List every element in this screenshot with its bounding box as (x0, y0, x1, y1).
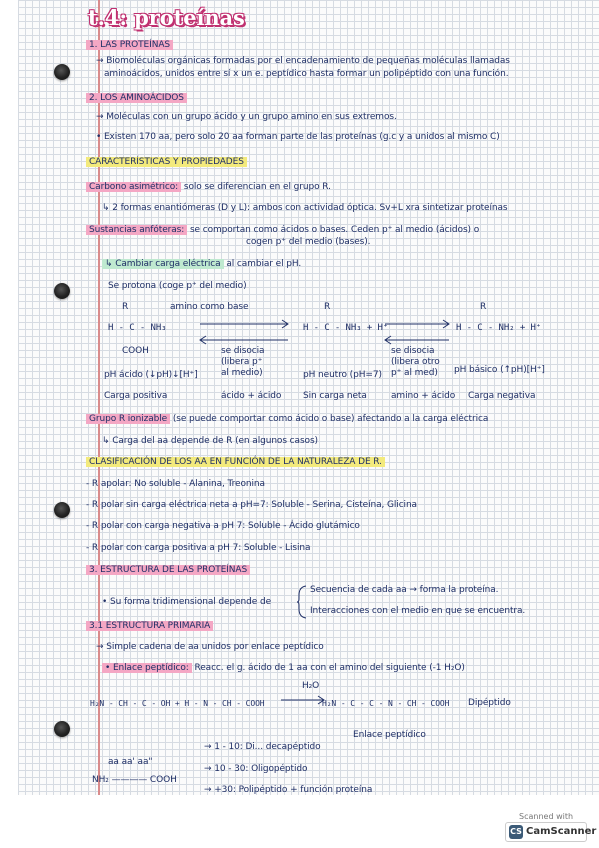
product-name: Dipéptido (468, 698, 511, 708)
formula: H - C - NH₂ + H⁺ (456, 323, 542, 333)
text-line: Interacciones con el medio en que se encuentra. (310, 606, 526, 616)
text-fragment: al cambiar el pH. (226, 259, 302, 269)
text-line: ↳ Carga del aa depende de R (en algunos casos) (102, 436, 318, 446)
list-item: - R polar con carga negativa a pH 7: Soluble - Ácido glutámico (86, 521, 360, 531)
ph-label: pH neutro (pH=7) (303, 370, 382, 380)
list-item: → +30: Polipéptido + función proteína (204, 785, 373, 795)
chain-label: aa aa' aa" (108, 757, 153, 767)
formula-group: COOH (122, 346, 149, 356)
text-line: ↳ 2 formas enantiómeras (D y L): ambos con actividad óptica. Sv+L xra sintetizar proteínas (102, 203, 508, 213)
list-item: - R polar con carga positiva a pH 7: Soluble - Lisina (86, 543, 311, 553)
binder-hole (54, 64, 70, 80)
reaction-arrow (280, 693, 328, 707)
text-line: aminoácidos, unidos entre sí x un e. peptídico hasta formar un polipéptido con una función. (104, 69, 509, 79)
annotation: (libera otro (391, 357, 440, 367)
text-line: → Simple cadena de aa unidos por enlace peptídico (96, 642, 324, 652)
section-heading: 2. LOS AMINOÁCIDOS (86, 93, 187, 103)
ph-label: pH básico (↑pH)[H⁺] (454, 365, 545, 375)
section-heading: 3. ESTRUCTURA DE LAS PROTEÍNAS (86, 565, 250, 575)
text-fragment: se comportan como ácidos o bases. Ceden p⁺ al medio (ácidos) o (189, 225, 480, 235)
subsection-heading: CLASIFICACIÓN DE LOS AA EN FUNCIÓN DE LA NATURALEZA DE R. (86, 457, 385, 467)
list-item: → 10 - 30: Oligopéptido (204, 764, 308, 774)
formula-r-group: R (122, 302, 129, 312)
camscanner-logo-icon: CS (509, 825, 523, 839)
binder-hole (54, 502, 70, 518)
highlight-term: Carbono asimétrico: (86, 182, 181, 192)
subsection-heading: CARACTERÍSTICAS Y PROPIEDADES (86, 157, 247, 167)
annotation: amino + ácido (391, 391, 456, 401)
annotation: al medio) (221, 368, 263, 378)
formula: H - C - NH₃ + H⁺ (303, 323, 389, 333)
binder-hole (54, 721, 70, 737)
text-line: → Moléculas con un grupo ácido y un grupo amino en sus extremos. (96, 112, 397, 122)
reaction-byproduct: H₂O (302, 681, 320, 691)
formula: H - C - NH₃ (108, 323, 167, 333)
section-heading: 1. LAS PROTEÍNAS (86, 40, 173, 50)
charge-label: Sin carga neta (303, 391, 367, 401)
text-fragment: Reacc. el g. ácido de 1 aa con el amino del siguiente (-1 H₂O) (194, 663, 465, 673)
notebook-sheet (18, 0, 599, 795)
annotation: p⁺ al med) (391, 368, 438, 378)
page-title: t.4: proteínas (88, 5, 245, 30)
camscanner-watermark (505, 812, 597, 842)
formula-r-group: R (324, 302, 331, 312)
highlight-term: • Enlace peptídico: (102, 663, 192, 673)
reaction-reactants: H₂N - CH - C - OH + H - N - CH - COOH (90, 699, 265, 708)
equilibrium-arrows (383, 318, 453, 346)
chain-diagram: NH₂ ———— COOH (92, 775, 177, 785)
text-fragment: (se puede comportar como ácido o base) afectando a la carga eléctrica (172, 414, 489, 424)
list-item: → 1 - 10: Di... decapéptido (204, 742, 321, 752)
highlight-term: Grupo R ionizable (86, 414, 170, 424)
text-line: cogen p⁺ del medio (bases). (246, 237, 371, 247)
text-line: Secuencia de cada aa → forma la proteína. (310, 585, 499, 595)
watermark-badge (505, 822, 597, 842)
ph-label: pH ácido (↓pH)↓[H⁺] (104, 370, 198, 380)
watermark-app-name: CamScanner (526, 826, 597, 837)
reaction-product: H₂N - C - C - N - CH - COOH (322, 699, 450, 708)
formula-r-group: R (480, 302, 487, 312)
annotation: se disocia (221, 346, 265, 356)
list-item: - R apolar: No soluble - Alanina, Treonina (86, 479, 265, 489)
brace (296, 585, 308, 619)
text-line: → Biomoléculas orgánicas formadas por el encadenamiento de pequeñas moléculas llamadas (96, 56, 510, 66)
annotation: amino como base (170, 302, 249, 312)
highlight-term: ↳ Cambiar carga eléctrica (102, 259, 224, 269)
list-item: - R polar sin carga eléctrica neta a pH=7: Soluble - Serina, Cisteína, Glicina (86, 500, 417, 510)
text-fragment: solo se diferencian en el grupo R. (183, 182, 331, 192)
text-line: Se protona (coge p⁺ del medio) (108, 281, 247, 291)
binder-hole (54, 283, 70, 299)
highlight-term: Sustancias anfóteras: (86, 225, 187, 235)
annotation: se disocia (391, 346, 435, 356)
subsection-heading: 3.1 ESTRUCTURA PRIMARIA (86, 621, 213, 631)
watermark-caption: Scanned with (519, 812, 574, 821)
annotation: (libera p⁺ (221, 357, 263, 367)
annotation: ácido + ácido (221, 391, 282, 401)
text-line: • Existen 170 aa, pero solo 20 aa forman parte de las proteínas (g.c y a unidos al mismo C) (96, 132, 500, 142)
equilibrium-arrows (198, 318, 293, 346)
annotation: Enlace peptídico (353, 730, 426, 740)
text-line: • Su forma tridimensional depende de (102, 597, 271, 607)
charge-label: Carga positiva (104, 391, 168, 401)
charge-label: Carga negativa (468, 391, 536, 401)
